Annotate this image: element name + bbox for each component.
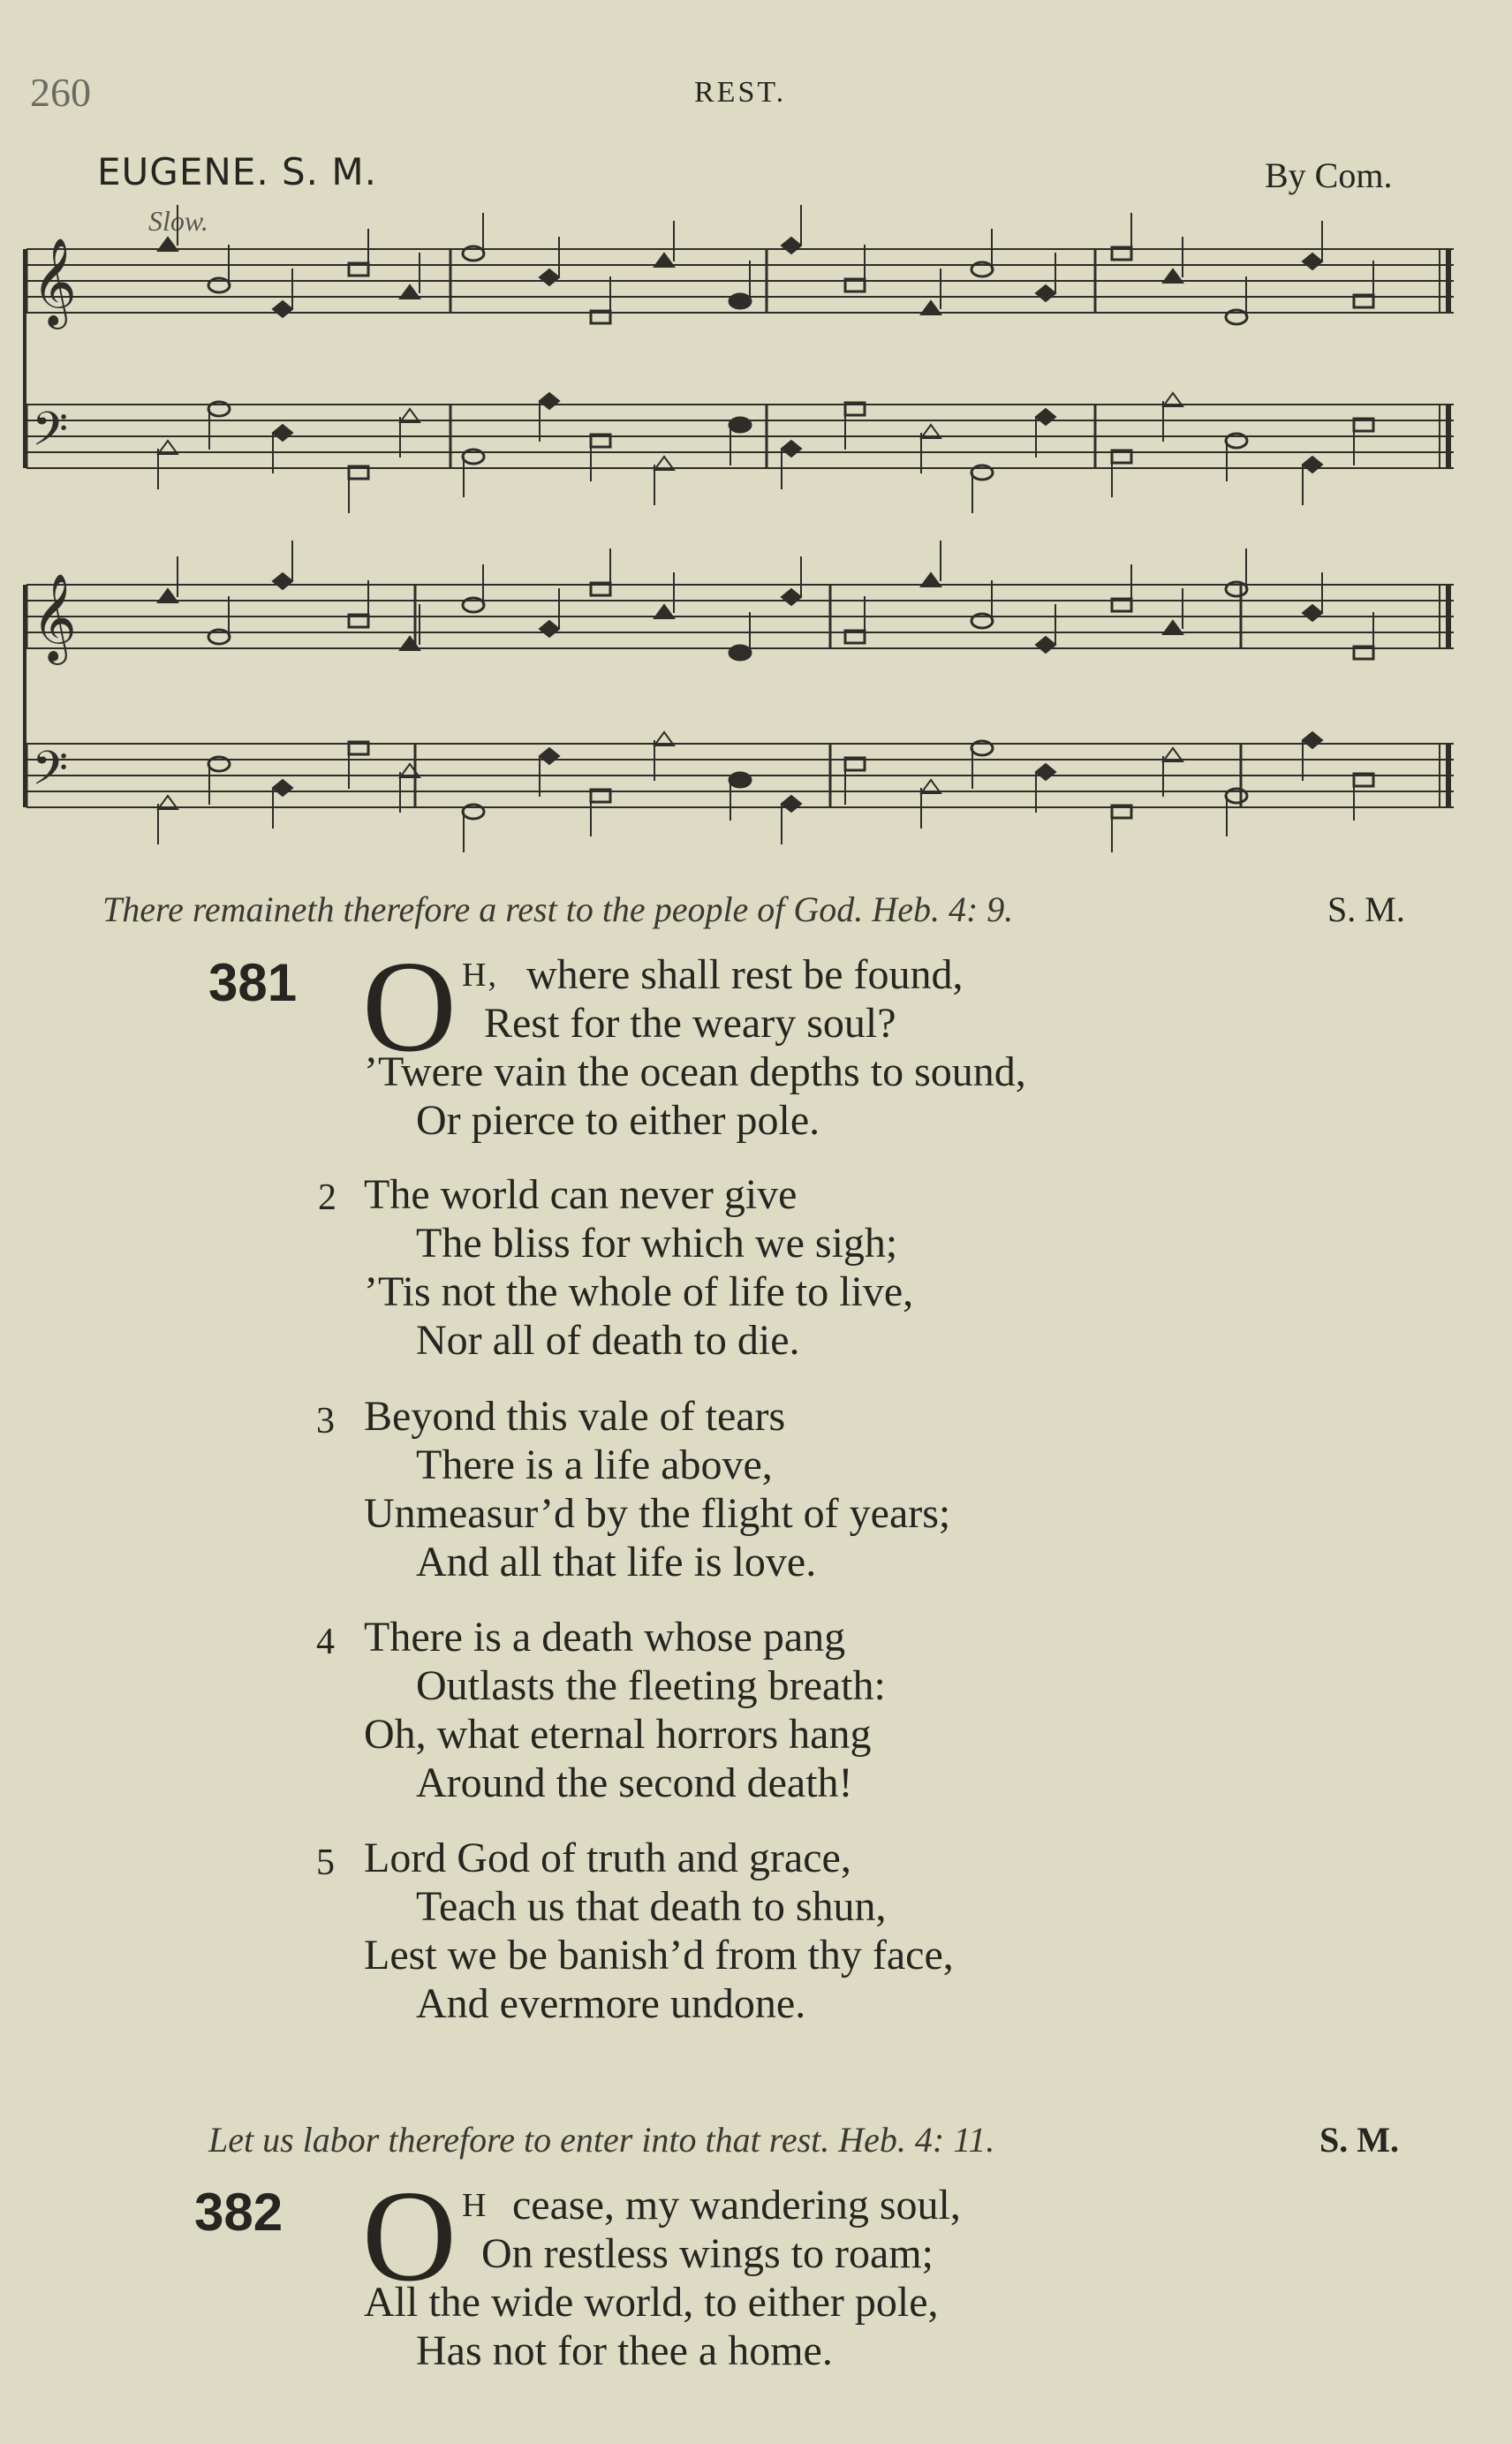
tempo-marking: Slow. — [148, 205, 208, 237]
hymn-381-s3-line4: And all that life is love. — [416, 1539, 817, 1585]
hymn-381-s3-line2: There is a life above, — [416, 1441, 773, 1488]
shape-note — [1036, 285, 1055, 301]
shape-note — [1303, 457, 1322, 473]
hymn-381-s4-line2: Outlasts the fleeting breath: — [416, 1662, 886, 1709]
hymn-382-epigraph: Let us labor therefore to enter into that rest. Heb. 4: 11. — [208, 2120, 995, 2160]
bass-clef-icon: 𝄢 — [32, 403, 69, 468]
hymn-381-s1-line4: Or pierce to either pole. — [416, 1097, 820, 1144]
treble-clef-icon: 𝄞 — [32, 238, 77, 326]
shape-note — [1303, 732, 1322, 748]
shape-note — [654, 605, 674, 618]
hymn-381-s1-line3: ’Twere vain the ocean depths to sound, — [364, 1048, 1026, 1095]
hymn-381-s2-line4: Nor all of death to die. — [416, 1317, 800, 1364]
shape-note — [540, 393, 559, 409]
shape-note — [1303, 253, 1322, 269]
hymn-382-drop-cap: O — [362, 2164, 457, 2309]
treble-clef-icon: 𝄞 — [32, 573, 77, 662]
shape-note — [158, 238, 178, 251]
hymn-381-drop-cap: O — [362, 934, 457, 1079]
shape-note — [273, 780, 292, 796]
hymn-382-number: 382 — [194, 2183, 284, 2242]
tune-name: EUGENE. S. M. — [97, 150, 377, 193]
hymn-381-s5-line3: Lest we be banish’d from thy face, — [364, 1932, 954, 1979]
shape-note — [782, 589, 801, 605]
hymn-381-s5-line1: Lord God of truth and grace, — [364, 1835, 851, 1881]
hymn-382-s1-line1: cease, my wandering soul, — [512, 2182, 961, 2228]
shape-note — [782, 796, 801, 812]
hymn-381-epigraph: There remaineth therefore a rest to the people of God. Heb. 4: 9. — [102, 889, 1014, 929]
hymn-381-s2-line1: The world can never give — [364, 1171, 798, 1218]
shape-note — [730, 773, 751, 787]
hymn-381-s4-number: 4 — [316, 1622, 335, 1662]
hymn-381-s1-line2: Rest for the weary soul? — [484, 1000, 896, 1047]
shape-note — [782, 238, 801, 253]
hymn-382-s1-line4: Has not for thee a home. — [416, 2327, 833, 2374]
hymn-381-s5-line2: Teach us that death to shun, — [416, 1883, 887, 1930]
hymn-381-first-word: H, — [462, 957, 498, 994]
page-number: 260 — [30, 70, 91, 115]
shape-note — [273, 573, 292, 589]
hymn-381-s3-line1: Beyond this vale of tears — [364, 1393, 786, 1440]
hymn-382-s1-line2: On restless wings to roam; — [481, 2230, 934, 2277]
hymn-381-number: 381 — [208, 953, 298, 1012]
hymn-381-s4-line1: There is a death whose pang — [364, 1614, 846, 1661]
shape-note — [273, 425, 292, 441]
hymn-381-s4-line4: Around the second death! — [416, 1759, 853, 1806]
shape-note — [730, 418, 751, 432]
hymn-381-meter: S. M. — [1327, 889, 1405, 929]
shape-note — [540, 621, 559, 637]
shape-note — [1163, 621, 1183, 634]
shape-note — [1303, 605, 1322, 621]
shape-note — [782, 441, 801, 457]
bass-clef-icon: 𝄢 — [32, 742, 69, 807]
hymn-382-first-word: H — [462, 2187, 488, 2224]
music-score — [0, 0, 1512, 883]
shape-note — [1036, 764, 1055, 780]
hymn-381-s2-line2: The bliss for which we sigh; — [416, 1220, 898, 1267]
shape-note — [400, 285, 420, 299]
shape-note — [540, 269, 559, 285]
shape-note — [921, 573, 941, 586]
hymn-381-s3-number: 3 — [316, 1401, 335, 1441]
shape-note — [1036, 409, 1055, 425]
shape-note — [1036, 637, 1055, 653]
shape-note — [273, 301, 292, 317]
hymn-382-s1-line3: All the wide world, to either pole, — [364, 2279, 939, 2326]
hymn-381-s4-line3: Oh, what eternal horrors hang — [364, 1711, 872, 1758]
hymn-381-s5-number: 5 — [316, 1842, 335, 1883]
hymn-381-s2-number: 2 — [318, 1177, 336, 1218]
shape-note — [654, 253, 674, 267]
hymn-381-s1-line1: where shall rest be found, — [526, 951, 964, 998]
hymn-381-s3-line3: Unmeasur’d by the flight of years; — [364, 1490, 951, 1537]
hymn-381-s5-line4: And evermore undone. — [416, 1980, 806, 2027]
shape-note — [540, 748, 559, 764]
hymn-381-s2-line3: ’Tis not the whole of life to live, — [364, 1268, 914, 1315]
shape-note — [158, 589, 178, 602]
hymn-382-meter: S. M. — [1319, 2120, 1399, 2160]
shape-note — [730, 294, 751, 308]
tune-composer: By Com. — [1265, 155, 1393, 195]
shape-note — [1163, 269, 1183, 283]
shape-note — [921, 301, 941, 314]
shape-note — [400, 637, 420, 650]
shape-note — [730, 646, 751, 660]
running-head: REST. — [694, 76, 787, 109]
